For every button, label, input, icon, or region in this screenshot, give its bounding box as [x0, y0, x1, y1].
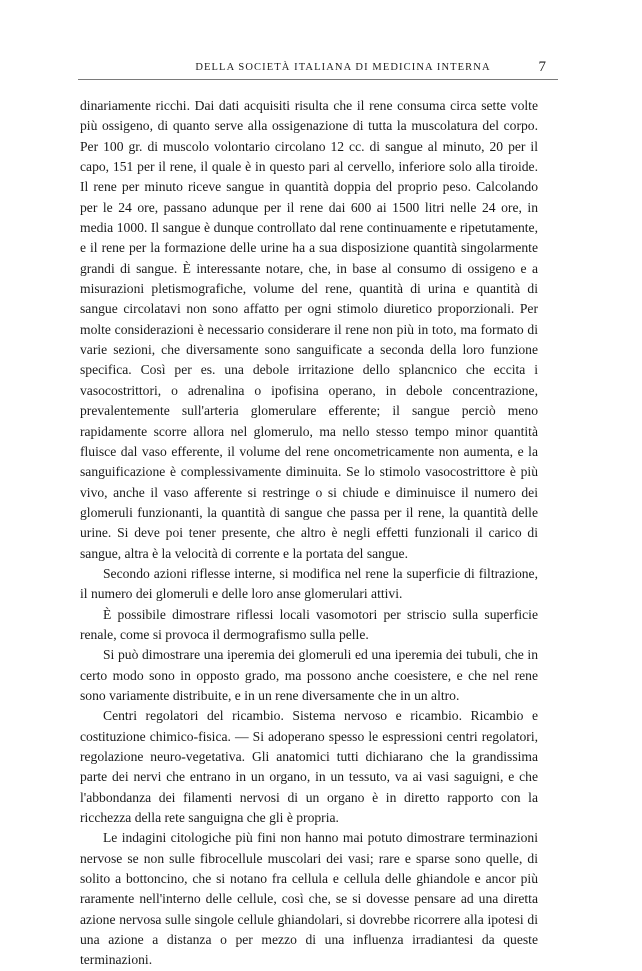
running-title: DELLA SOCIETÀ ITALIANA DI MEDICINA INTERNA — [195, 62, 491, 73]
page-number: 7 — [538, 59, 546, 75]
paragraph-5-section-heading: Centri regolatori del ricambio. Sistema nervoso e ricambio. Ricambio e costituzione chimico-fisica. — Si adoperano spesso le espressioni centri regolatori, regolazione neuro-vegetativa. Gli anatomici tutti dichiarano che la grandissima parte dei nervi che entrano in un organo, in un tessuto, va ai vasi saguigni, e che l'abbondanza dei filamenti nervosi di un organo è in diretto rapporto con la ricchezza della rete sanguigna che gli è propria. — [80, 708, 538, 826]
header-rule — [78, 79, 558, 80]
paragraph-2: Secondo azioni riflesse interne, si modifica nel rene la superficie di filtrazione, il numero dei glomeruli e delle loro anse glomerulari attivi. — [80, 565, 538, 602]
paragraph-1: dinariamente ricchi. Dai dati acquisiti risulta che il rene consuma circa sette volte più ossigeno, di quanto serve alla ossigenazione di tutta la muscolatura del corpo. Per 100 gr. di muscolo volontario circolano 12 cc. di sangue al minuto, 20 per il capo, 151 per il rene, il quale è in questo pari al cervello, inferiore solo alla tiroide. Il rene per minuto riceve sangue in quantità doppia del proprio peso. Calcolando per le 24 ore, passano adunque per il rene dai 600 ai 1500 litri nelle 24 ore, in media 1000. Il sangue è dunque controllato dal rene continuamente e ripetutamente, e il rene per la formazione delle urine ha a sua disposizione quantità singolarmente grandi di sangue. È interessante notare, che, in base al consumo di ossigeno e a misurazioni pletismografiche, volume del rene, quantità di urina e quantità di sangue circolatavi non sono affatto per ogni stimolo diuretico proporzionali. Per molte considerazioni è necessario considerare il rene non più in toto, ma formato di varie sezioni, che diversamente sono sanguificate a seconda della loro funzione specifica. Così per es. una debole irritazione dello splancnico che eccita i vasocostrittori, o adrenalina o ipofisina operano, in debole concentrazione, prevalentemente sull'arteria glomerulare efferente; il sangue perciò meno rapidamente scorre allora nel glomerulo, ma nello stesso tempo minor quantità fluisce dal vaso efferente, il volume del rene oncometricamente non aumenta, e la sanguificazione è complessivamente diminuita. Se lo stimolo vasocostrittore è più vivo, anche il vaso afferente si restringe o si chiude e diminuisce il numero dei glomeruli funzionanti, la quantità di sangue che passa per il rene, la quantità delle urine. Si deve poi tener presente, che altro è negli effetti funzionali il carico di sangue, altra è la velocità di corrente e la portata del sangue. — [80, 98, 538, 561]
paragraph-4: Si può dimostrare una iperemia dei glomeruli ed una iperemia dei tubuli, che in certo modo sono in opposto grado, ma possono anche coesistere, e che nel rene sono variamente distribuite, e in un rene diversamente che in un altro. — [80, 647, 538, 703]
paragraph-3: È possibile dimostrare riflessi locali vasomotori per striscio sulla superficie renale, come si provoca il dermografismo sulla pelle. — [80, 606, 538, 642]
running-header — [78, 58, 558, 78]
paragraph-6: Le indagini citologiche più fini non hanno mai potuto dimostrare terminazioni nervose se non sulle fibrocellule muscolari dei vasi; rare e sparse sono quelle, di solito a bottoncino, che si notano fra cellula e cellula delle ghiandole e ancor più raramente nell'interno delle cellule, così che, se si dovesse pensare ad una diretta azione nervosa sulle singole cellule ghiandolari, si dovrebbe ricorrere alla ipotesi di una azione a distanza o per mezzo di una influenza irradiantesi da queste terminazioni. — [80, 830, 538, 968]
body-text — [80, 96, 538, 971]
